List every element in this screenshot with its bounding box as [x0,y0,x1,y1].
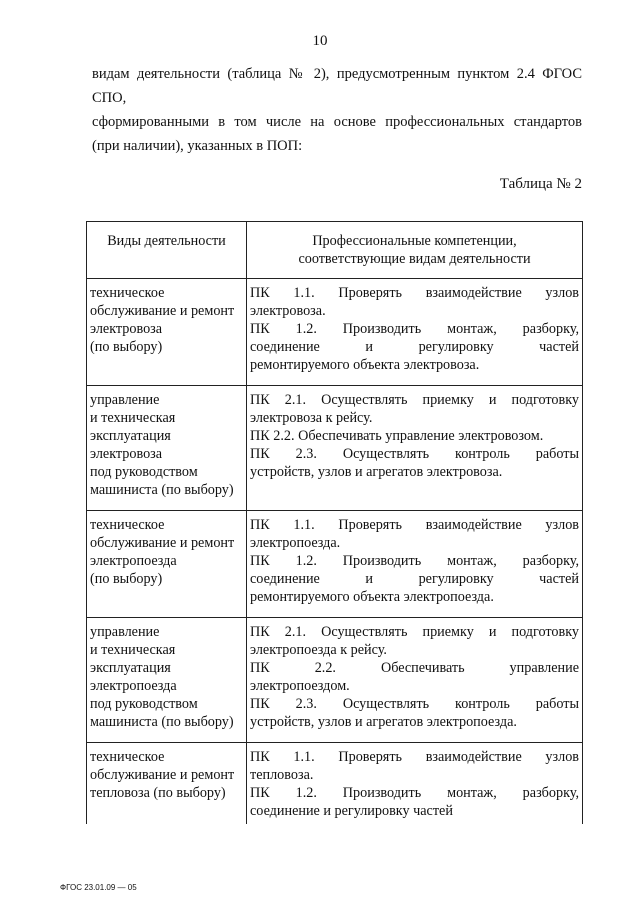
activity-line: техническое [90,285,165,301]
activity-line: (по выбору) [90,571,163,587]
competency-line: ремонтируемого объекта электровоза. [250,357,480,373]
competency-line: электровоза к рейсу. [250,410,373,426]
competency-item [250,748,579,784]
competency-line: ПК 1.2. Производить монтаж, разборку, [250,785,579,801]
table-row [87,743,583,825]
competency-line: ПК 2.3. Осуществлять контроль работы [250,696,579,712]
competency-line: ПК 2.3. Осуществлять контроль работы [250,446,579,462]
activity-line: электропоезда [90,678,177,694]
competencies-cell [247,279,583,386]
table-row [87,386,583,511]
activity-line: и техническая [90,410,176,426]
competency-line: ПК 2.2. Обеспечивать управление электровозом. [250,428,544,444]
activity-line: эксплуатация [90,428,171,444]
activity-line: управление [90,392,160,408]
table-row [87,279,583,386]
activity-cell [87,386,247,511]
activity-line: техническое [90,749,165,765]
activity-line: техническое [90,517,165,533]
header-line: соответствующие видам деятельности [298,251,531,267]
competency-line: соединение и регулировку частей [250,571,579,587]
competency-line: ПК 2.1. Осуществлять приемку и подготовку [250,392,579,408]
table-caption: Таблица № 2 [499,176,582,192]
competency-line: ПК 2.1. Осуществлять приемку и подготовку [250,624,579,640]
activity-line: под руководством [90,696,198,712]
activity-cell [87,511,247,618]
competency-line: ПК 2.2. Обеспечивать управление [250,660,579,676]
activity-line: (по выбору) [90,339,163,355]
competencies-cell [247,511,583,618]
competency-item [250,391,579,427]
competency-line: тепловоза. [250,767,314,783]
activity-line: обслуживание и ремонт [90,767,235,783]
competency-item [250,516,579,552]
competencies-cell [247,618,583,743]
competency-line: устройств, узлов и агрегатов электропоезда. [250,714,517,730]
activity-cell [87,279,247,386]
header-competencies [247,222,583,279]
activity-line: управление [90,624,160,640]
competency-line: электропоездом. [250,678,350,694]
activity-cell [87,618,247,743]
competency-line: соединение и регулировку частей [250,803,453,819]
activity-line: машиниста (по выбору) [90,482,234,498]
activity-line: машиниста (по выбору) [90,714,234,730]
table-row [87,511,583,618]
competencies-cell [247,743,583,825]
competency-line: ПК 1.2. Производить монтаж, разборку, [250,553,579,569]
activity-line: тепловоза (по выбору) [90,785,226,801]
competency-item [250,552,579,606]
page-number: 10 [312,33,328,49]
activity-line: электровоза [90,321,163,337]
competency-item [250,623,579,659]
activity-line: эксплуатация [90,660,171,676]
competency-item [250,427,579,445]
competency-item [250,320,579,374]
competency-line: ремонтируемого объекта электропоезда. [250,589,494,605]
competency-line: ПК 1.1. Проверять взаимодействие узлов [250,749,579,765]
competencies-table [86,221,583,824]
competency-line: ПК 1.1. Проверять взаимодействие узлов [250,517,579,533]
activity-line: обслуживание и ремонт [90,303,235,319]
footer-code: ФГОС 23.01.09 — 05 [60,883,137,892]
intro-line: видам деятельности (таблица № 2), предусмотренным пунктом 2.4 ФГОС СПО, [92,66,582,106]
header-line: Профессиональные компетенции, [312,233,517,249]
competency-item [250,784,579,820]
activity-line: и техническая [90,642,176,658]
competency-line: ПК 1.1. Проверять взаимодействие узлов [250,285,579,301]
competency-line: соединение и регулировку частей [250,339,579,355]
competency-item [250,284,579,320]
competency-line: ПК 1.2. Производить монтаж, разборку, [250,321,579,337]
activity-line: электровоза [90,446,163,462]
activity-cell [87,743,247,825]
intro-line: сформированными в том числе на основе профессиональных стандартов [92,114,582,130]
activity-line: под руководством [90,464,198,480]
activity-line: электропоезда [90,553,177,569]
competency-line: электропоезда к рейсу. [250,642,387,658]
header-activity [87,222,247,279]
intro-paragraph [92,62,582,158]
table-row [87,618,583,743]
competency-item [250,695,579,731]
table-header-row [87,222,583,279]
competencies-cell [247,386,583,511]
competency-item [250,445,579,481]
competency-line: устройств, узлов и агрегатов электровоза. [250,464,503,480]
competency-line: электропоезда. [250,535,341,551]
intro-line: (при наличии), указанных в ПОП: [92,138,303,154]
header-line: Виды деятельности [107,233,226,249]
competency-line: электровоза. [250,303,326,319]
competency-item [250,659,579,695]
activity-line: обслуживание и ремонт [90,535,235,551]
